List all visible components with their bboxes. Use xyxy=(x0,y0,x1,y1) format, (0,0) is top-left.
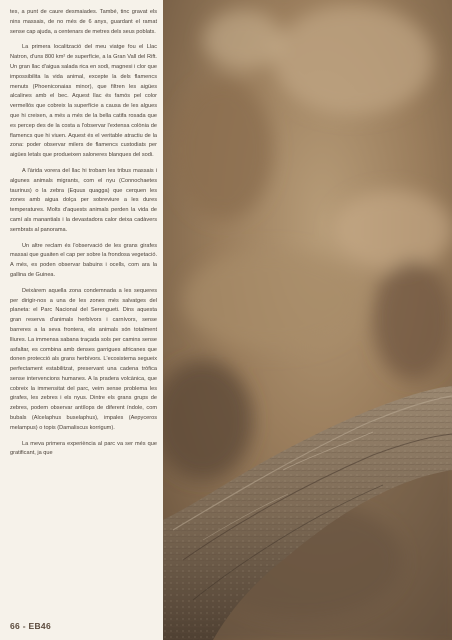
article-paragraph-6: La meva primera experiència al parc va ser més que gratificant, ja que xyxy=(10,440,157,457)
article-paragraph-2: La primera localització del meu viatge fou el Llac Natron, d'uns 800 km² de superfície, a la Gran Vall del Rift. Un gran llac d'aigua salada rica en sodi, magnesi i clor que impossibilita la vida animal, excepte la dels flamencs menuts (Phoeniconaias minor), que filtren les aigües alcalines amb el bec. Aquest llac és famós pel color vermellós que cobreix la superfície a causa de les algues que hi creixen, a més a més de la bella catifa rosada que es percep des de la costa a l'observar l'extensa colònia de flamencs que hi viuen. Aquest és el veritable atractiu de la zona: poder observar milers de flamencs custodiats per aigües letals que produeixen saloneres blanques del sodi. xyxy=(10,44,157,159)
article-paragraph-1: tes, a punt de caure desmaiades. També, tinc gravat els nins massais, de no més de 6 anys, guardant el ramat sense cap ajuda, a centenars de metres dels seus poblats. xyxy=(10,9,157,35)
page-folio: 66 - EB46 xyxy=(10,621,51,631)
photo-branch-illustration xyxy=(163,0,452,640)
article-text-column xyxy=(0,0,163,640)
article-paragraph-4: Un altre reclam és l'observació de les grans girafes massai que guaiten el cap per sobre la frondosa vegetació. A més, es poden observar babuins i ocells, com ara la gallina de Guinea. xyxy=(10,242,157,278)
article-paragraph-5: Deixàrem aquella zona condemnada a les sequeres per dirigir-nos a una de les zones més salvatges del planeta: el Parc Nacional del Serengueti. Dins aquesta gran reserva d'animals herbívors i carnívors, sense barreres a la seva frontera, els animals són totalment lliures. La immensa sabana traçada sols per camins sense asfaltar, es combina amb denses garrigues africanes que donen protecció als grans herbívors. L'ecosistema segueix perfectament estabilitzat, preservant una cadena tròfica sense intervencions humanes. A la pradera volcànica, que cobreix la immensitat del parc, veim sense problema les girafes, les zebres i els nyus. Dintre els grans grups de zebres, podem observar antílops de diferent índole, com bubals (Alcelaphus buselaphus), impales (Aepyceros melampus) o topis (Damaliscus korrigum). xyxy=(10,287,157,431)
wildlife-photo xyxy=(163,0,452,640)
article-paragraph-3: A l'àrida vorera del llac hi trobam les tribus massais i algunes animals migrants, com el nyu (Connochaetes taurinus) o la zebra (Equus quagga) que cerquen les zones amb aigua dolça per sobreviure a les dures temperatures. Molts d'aquests animals perden la vida de camí als manantials i la devastadora calor deixa cadàvers sembrats al panorama. xyxy=(10,167,157,233)
